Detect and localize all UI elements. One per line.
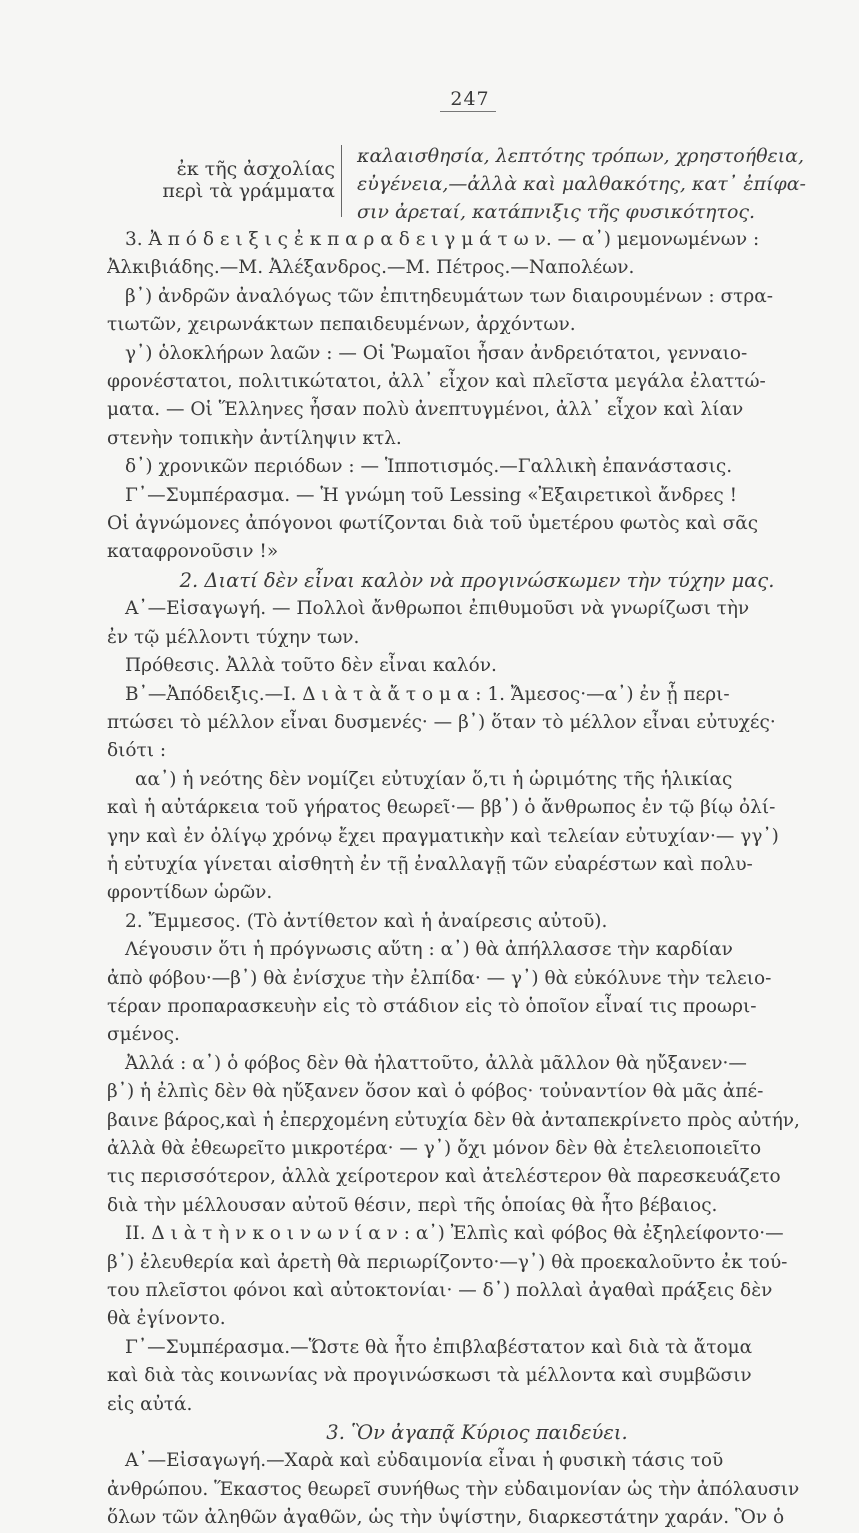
text-line: ἡ εὐτυχία γίνεται αἰσθητὴ ἐν τῇ ἐναλλαγῇ τῶν εὐαρέστων καὶ πολυ- <box>107 853 753 875</box>
text-line: ἀλλὰ θὰ ἐθεωρεῖτο μικροτέρα· — γ᾿) ὄχι μόνον δὲν θὰ ἐτελειοποιεῖτο <box>107 1138 762 1159</box>
body-text <box>107 226 847 1533</box>
text-line: ἀπὸ φόβου·—β᾿) θὰ ἐνίσχυε τὴν ἐλπίδα· — γ᾿) θὰ εὐκόλυνε τὴν τελειο- <box>107 967 772 989</box>
text-line: διὰ τὴν μέλλουσαν αὐτοῦ θέσιν, περὶ τῆς ὁποίας θὰ ἦτο βέβαιος. <box>107 1194 718 1216</box>
brace-left-line: ἐκ τῆς ἀσχολίας <box>176 158 335 180</box>
text-line: καταφρονοῦσιν !» <box>107 541 279 563</box>
text-line: Γ᾿—Συμπέρασμα. — Ἡ γνώμη τοῦ Lessing «Ἐξαιρετικοὶ ἄνδρες ! <box>125 484 738 506</box>
text-line: ἐν τῷ μέλλοντι τύχην των. <box>107 626 360 648</box>
text-line: εἰς αὐτά. <box>107 1393 193 1415</box>
text-line: ἀνθρώπου. Ἕκαστος θεωρεῖ συνήθως τὴν εὐδαιμονίαν ὡς τὴν ἀπόλαυσιν <box>107 1478 800 1500</box>
text-line: ματα. — Οἱ Ἕλληνες ἦσαν πολὺ ἀνεπτυγμένοι, ἀλλ᾿ εἶχον καὶ λίαν <box>107 399 744 421</box>
text-line: Γ᾿—Συμπέρασμα.—Ὥστε θὰ ἦτο ἐπιβλαβέστατον καὶ διὰ τὰ ἄτομα <box>125 1336 753 1358</box>
text-line: Οἱ ἀγνώμονες ἀπόγονοι φωτίζονται διὰ τοῦ ὑμετέρου φωτὸς καὶ σᾶς <box>107 513 759 535</box>
text-line: Ἀλλά : α᾿) ὁ φόβος δὲν θὰ ἠλαττοῦτο, ἀλλὰ μᾶλλον θὰ ηὔξανεν·— <box>125 1052 747 1074</box>
brace-right-line: σιν ἀρεταί, κατάπνιξις τῆς φυσικότητος. <box>357 201 756 223</box>
brace-left-label <box>110 158 335 202</box>
text-line: 3. Ἀ π ό δ ε ι ξ ι ς ἐ κ π α ρ α δ ε ι γ μ ά τ ω ν. — α᾿) μεμονωμένων : <box>125 229 760 250</box>
text-line: Α᾿—Εἰσαγωγή.—Χαρὰ καὶ εὐδαιμονία εἶναι ἡ φυσικὴ τάσις τοῦ <box>125 1450 724 1472</box>
text-line: σμένος. <box>107 1024 180 1046</box>
text-line: φροντίδων ὡρῶν. <box>107 882 273 904</box>
text-line: δ᾿) χρονικῶν περιόδων : — Ἱπποτισμός.—Γαλλικὴ ἐπανάστασις. <box>125 456 733 478</box>
text-line: β᾿) ἡ ἐλπὶς δὲν θὰ ηὔξανεν ὅσον καὶ ὁ φόβος· τοὐναντίον θὰ μᾶς ἀπέ- <box>107 1081 764 1103</box>
text-line: καὶ ἡ αὐτάρκεια τοῦ γήρατος θεωρεῖ·— ββ᾿) ὁ ἄνθρωπος ἐν τῷ βίῳ ὀλί- <box>107 797 776 819</box>
text-line: γ᾿) ὁλοκλήρων λαῶν : — Οἱ Ῥωμαῖοι ἦσαν ἀνδρειότατοι, γενναιο- <box>125 342 748 364</box>
brace-right-line: εὐγένεια,—ἀλλὰ καὶ μαλθακότης, κατ᾿ ἐπίφα- <box>357 173 806 195</box>
text-line: γην καὶ ἐν ὀλίγῳ χρόνῳ ἔχει πραγματικὴν καὶ τελείαν εὐτυχίαν·— γγ᾿) <box>107 825 779 847</box>
text-line: διότι : <box>107 740 167 762</box>
text-line: του πλεῖστοι φόνοι καὶ αὐτοκτονίαι· — δ᾿) πολλαὶ ἀγαθαὶ πράξεις δὲν <box>107 1280 773 1302</box>
text-line: ΙΙ. Δ ι ὰ τ ὴ ν κ ο ι ν ω ν ί α ν : α᾿) Ἐλπὶς καὶ φόβος θὰ ἐξηλείφοντο·— <box>125 1223 784 1245</box>
text-line: 2. Ἔμμεσος. (Τὸ ἀντίθετον καὶ ἡ ἀναίρεσις αὐτοῦ). <box>125 910 608 932</box>
text-line: Ἀλκιβιάδης.—Μ. Ἀλέξανδρος.—Μ. Πέτρος.—Ναπολέων. <box>107 257 635 279</box>
text-line: στενὴν τοπικὴν ἀντίληψιν κτλ. <box>107 427 402 449</box>
page-number: 247 <box>450 88 490 110</box>
text-line: Πρόθεσις. Ἀλλὰ τοῦτο δὲν εἶναι καλόν. <box>125 655 497 677</box>
brace-divider <box>341 145 342 217</box>
text-line: ὅλων τῶν ἀληθῶν ἀγαθῶν, ὡς τὴν ὑψίστην, διαρκεστάτην χαράν. Ὃν ὁ <box>107 1507 785 1529</box>
brace-left-line: περὶ τὰ γράμματα <box>162 180 335 202</box>
text-line: β᾿) ἐλευθερία καὶ ἀρετὴ θὰ περιωρίζοντο·—γ᾿) θὰ προεκαλοῦντο ἐκ τού- <box>107 1251 788 1273</box>
text-line: πτώσει τὸ μέλλον εἶναι δυσμενές· — β᾿) ὅταν τὸ μέλλον εἶναι εὐτυχές· <box>107 711 776 733</box>
text-line: Λέγουσιν ὅτι ἡ πρόγνωσις αὕτη : α᾿) θὰ ἀπήλλασσε τὴν καρδίαν <box>125 939 733 961</box>
page-number-rule <box>440 111 496 112</box>
text-line: τις περισσότερον, ἀλλὰ χείροτερον καὶ ἀτελέστερον θὰ παρεσκευάζετο <box>107 1166 781 1188</box>
text-line: καὶ διὰ τὰς κοινωνίας νὰ προγινώσκωσι τὰ μέλλοντα καὶ συμβῶσιν <box>107 1365 752 1387</box>
brace-right-text <box>357 142 847 226</box>
text-line: Α᾿—Εἰσαγωγή. — Πολλοὶ ἄνθρωποι ἐπιθυμοῦσι νὰ γνωρίζωσι τὴν <box>125 598 750 620</box>
text-line: φρονέστατοι, πολιτικώτατοι, ἀλλ᾿ εἶχον καὶ πλεῖστα μεγάλα ἐλαττώ- <box>107 371 766 393</box>
text-line: Β᾿—Ἀπόδειξις.—Ι. Δ ι ὰ τ ὰ ἄ τ ο μ α : 1. Ἄμεσος·—α᾿) ἐν ᾗ περι- <box>125 683 730 705</box>
section-heading: 3. Ὃν ἀγαπᾷ Κύριος παιδεύει. <box>326 1421 628 1445</box>
text-line: αα᾿) ἡ νεότης δὲν νομίζει εὐτυχίαν ὅ,τι ἡ ὡριμότης τῆς ἡλικίας <box>135 768 733 790</box>
text-line: τέραν προπαρασκευὴν εἰς τὸ στάδιον εἰς τὸ ὁποῖον εἶναί τις προωρι- <box>107 995 757 1017</box>
text-line: β᾿) ἀνδρῶν ἀναλόγως τῶν ἐπιτηδευμάτων των διαιρουμένων : στρα- <box>125 285 774 307</box>
section-heading: 2. Διατί δὲν εἶναι καλὸν νὰ προγινώσκωμεν τὴν τύχην μας. <box>179 568 775 592</box>
brace-right-line: καλαισθησία, λεπτότης τρόπων, χρηστοήθεια, <box>357 145 805 167</box>
text-line: τιωτῶν, χειρωνάκτων πεπαιδευμένων, ἀρχόντων. <box>107 314 576 336</box>
text-line: βαινε βάρος,καὶ ἡ ἐπερχομένη εὐτυχία δὲν θὰ ἀνταπεκρίνετο πρὸς αὐτήν, <box>107 1109 800 1131</box>
text-line: θὰ ἐγίνοντο. <box>107 1308 226 1330</box>
